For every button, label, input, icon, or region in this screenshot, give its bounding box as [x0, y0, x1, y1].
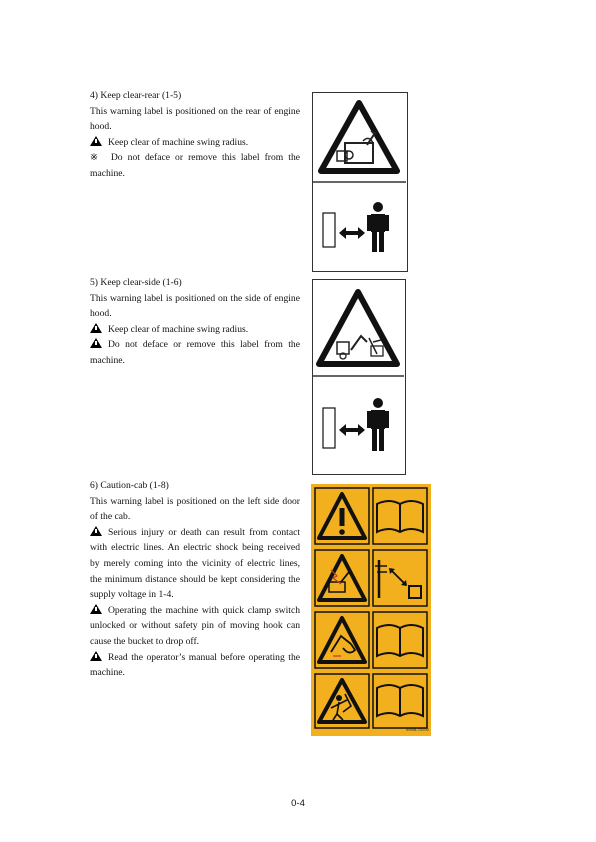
warning-item: Read the operator’s manual before operating the machine. [90, 651, 300, 679]
warning-item: Keep clear of machine swing radius. [90, 322, 300, 338]
section-caution-cab [90, 478, 300, 681]
caution-cab-label [311, 484, 431, 736]
warning-triangle-icon [90, 323, 102, 333]
warning-item: Serious injury or death can result from contact with electric lines. An electric shock being received by merely coming into the vicinity of electric lines, the minimum distance should be kept considering the supply voltage in 1-4. [90, 526, 300, 601]
section-heading: 4) Keep clear-rear (1-5) [90, 90, 182, 101]
warning-triangle-icon [90, 604, 102, 614]
row-quick-clamp [315, 612, 427, 668]
section-intro: This warning label is positioned on the side of engine hood. [90, 292, 300, 320]
warning-triangle-icon [90, 526, 102, 536]
keep-clear-rear-label [312, 92, 408, 272]
section-intro: This warning label is positioned on the rear of engine hood. [90, 105, 300, 133]
section-keep-clear-rear [90, 88, 300, 182]
label-code: 99MB-70200 [406, 727, 429, 732]
warning-item: Keep clear of machine swing radius. [90, 135, 300, 151]
warning-triangle-icon [90, 136, 102, 146]
note-item: ※ Do not deface or remove this label from the machine. [90, 152, 301, 179]
row-general-warning [315, 488, 427, 544]
row-electric-lines [315, 550, 427, 606]
warning-item: Do not deface or remove this label from the machine. [90, 339, 300, 366]
keep-clear-side-label [312, 279, 406, 475]
row-crush-hazard [315, 674, 427, 728]
section-heading: 5) Keep clear-side (1-6) [90, 277, 182, 288]
page-number: 0-4 [291, 798, 305, 809]
warning-item: Operating the machine with quick clamp switch unlocked or without safety pin of moving hook can cause the bucket to drop off. [90, 604, 300, 647]
warning-triangle-icon [90, 651, 102, 661]
warning-triangle-icon [90, 338, 102, 348]
section-heading: 6) Caution-cab (1-8) [90, 480, 169, 491]
section-keep-clear-side [90, 275, 300, 369]
section-intro: This warning label is positioned on the left side door of the cab. [90, 495, 300, 523]
reference-mark-icon: ※ [90, 152, 101, 164]
